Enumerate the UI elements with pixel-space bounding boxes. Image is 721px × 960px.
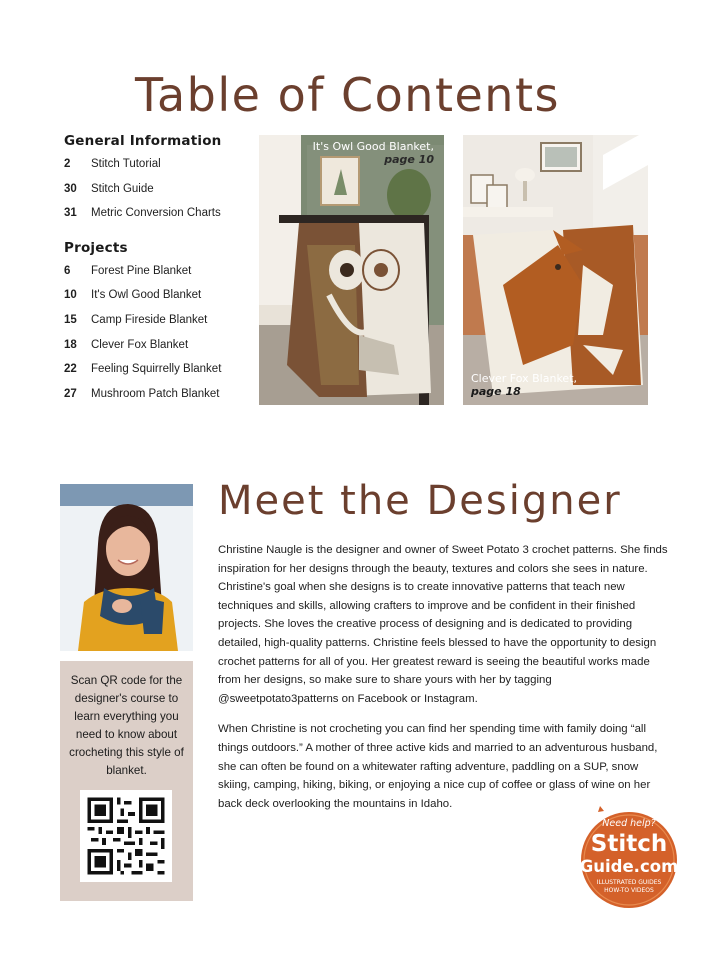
toc-page-number: 6: [64, 264, 71, 277]
badge-sub2: HOW-TO VIDEOS: [604, 887, 654, 894]
toc-entry-label: Stitch Guide: [91, 182, 154, 195]
toc-entry[interactable]: [64, 363, 264, 375]
general-info-heading: General Information: [64, 133, 222, 149]
toc-entry-label: It's Owl Good Blanket: [91, 289, 202, 302]
toc-entry-label: Metric Conversion Charts: [91, 207, 221, 220]
fox-blanket-illustration: [463, 135, 648, 405]
owl-blanket-illustration: [259, 135, 444, 405]
toc-entry[interactable]: [64, 314, 264, 326]
toc-page-number: 10: [64, 289, 77, 302]
fox-caption: [471, 372, 577, 398]
toc-page-number: 30: [64, 182, 77, 195]
bio-paragraph: Christine Naugle is the designer and owner of Sweet Potato 3 crochet patterns. She finds inspiration for her designs through the beauty, textures and colors she sees in nature. Christine's goal when she designs is to create innovative patterns that teach new techniques and skills, allowing crafters to improve and be confident in their finished projects. She loves the creative process of designing and is dedicated to providing detailed, high-quality patterns. Christine feels blessed to have the opportunity to design crochet patterns for all of you. Her greatest reward is seeing the beautiful works made from her designs, so make sure to share yours with her by tagging @sweetpotato3patterns on Facebook or Instagram.: [218, 544, 668, 705]
toc-entry-label: Mushroom Patch Blanket: [91, 387, 220, 400]
designer-portrait: [60, 484, 193, 651]
owl-caption-page: page 10: [384, 153, 434, 166]
qr-code-icon: [80, 790, 172, 882]
fox-blanket-photo[interactable]: [463, 135, 648, 405]
toc-page-number: 31: [64, 207, 77, 220]
owl-blanket-photo[interactable]: [259, 135, 444, 405]
qr-instructions: Scan QR code for the designer's course to learn everything you need to know about crocheting this style of blanket.: [69, 674, 184, 777]
toc-entry-label: Feeling Squirrelly Blanket: [91, 363, 222, 376]
projects-heading: Projects: [64, 239, 128, 256]
toc-entry-label: Camp Fireside Blanket: [91, 313, 208, 326]
toc-entry[interactable]: [64, 388, 264, 400]
badge-line1: Stitch: [590, 831, 668, 857]
toc-page-number: 2: [64, 158, 71, 170]
fox-caption-title: Clever Fox Blanket,: [471, 372, 578, 385]
designer-bio: [218, 541, 668, 825]
toc-entry[interactable]: [64, 158, 264, 170]
toc-entry-label: Forest Pine Blanket: [91, 264, 192, 277]
toc-page-number: 15: [64, 313, 77, 326]
fox-caption-page: page 18: [471, 385, 521, 398]
toc-list: [64, 133, 264, 412]
qr-code-box: [60, 661, 193, 901]
toc-title: Table of Contents: [135, 68, 560, 122]
toc-entry[interactable]: [64, 183, 264, 195]
badge-line2: Guide.com: [579, 857, 679, 876]
bio-paragraph: When Christine is not crocheting you can find her spending time with family doing “all things outdoors.” A mother of three active kids and married to an adventurous husband, she can often be found on a whitewater rafting adventure, paddling on a SUP, snow skiing, camping, hiking, biking, or enjoying a nice cup of coffee or glass of wine on her back deck overlooking the mountains in Idaho.: [218, 723, 658, 810]
toc-entry[interactable]: [64, 207, 264, 219]
badge-need-help: Need help?: [602, 818, 656, 829]
badge-sub1: ILLUSTRATED GUIDES: [596, 879, 662, 886]
toc-entry[interactable]: [64, 339, 264, 351]
toc-entry-label: Stitch Tutorial: [91, 158, 161, 170]
toc-entry-label: Clever Fox Blanket: [91, 338, 189, 351]
owl-caption: [313, 140, 434, 166]
meet-designer-title: Meet the Designer: [218, 478, 622, 524]
stitch-guide-badge[interactable]: [578, 804, 681, 911]
toc-page-number: 18: [64, 338, 77, 351]
toc-page-number: 22: [64, 363, 77, 376]
designer-portrait-illustration: [60, 484, 193, 651]
stitch-guide-logo: [578, 804, 681, 911]
qr-code[interactable]: [80, 790, 172, 882]
toc-page-number: 27: [64, 387, 77, 400]
toc-entry[interactable]: [64, 265, 264, 277]
owl-caption-title: It's Owl Good Blanket,: [312, 140, 434, 153]
toc-entry[interactable]: [64, 289, 264, 301]
